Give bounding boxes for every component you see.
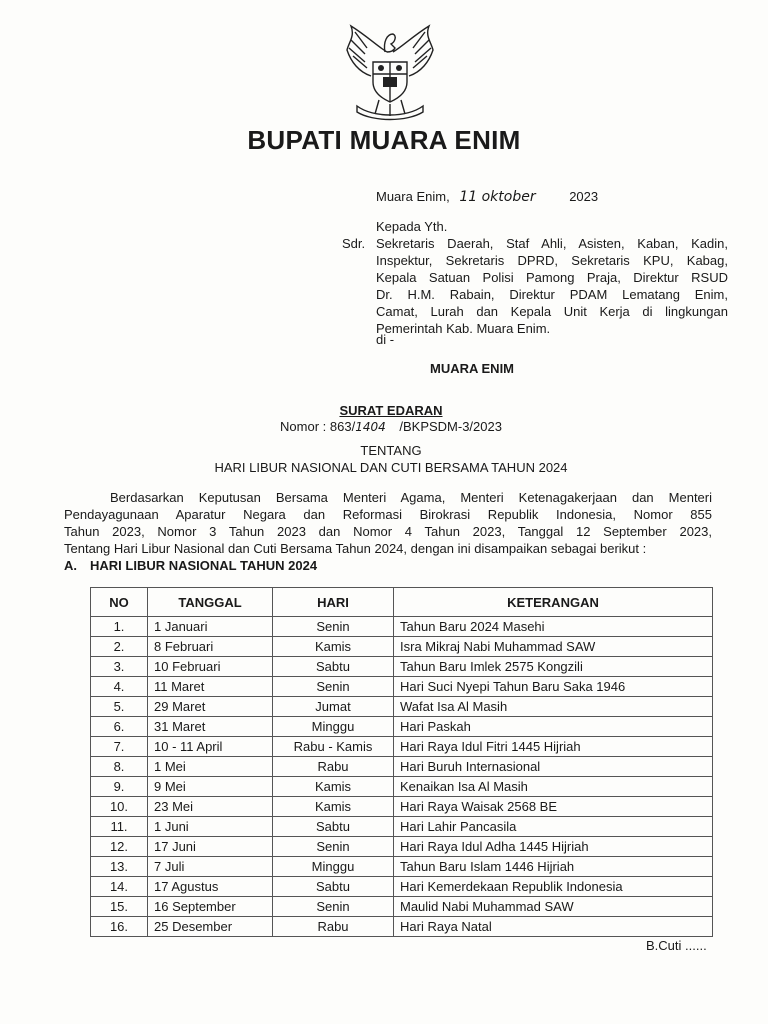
- cell-hari: Sabtu: [273, 877, 394, 897]
- sdr-label: Sdr.: [342, 236, 366, 251]
- paragraph-line: Tentang Hari Libur Nasional dan Cuti Bersama Tahun 2024, dengan ini disampaikan sebagai berikut :: [64, 541, 647, 556]
- paragraph-line: Pendayagunaan Aparatur Negara dan Reformasi Birokrasi Republik Indonesia, Nomor 855: [64, 507, 712, 522]
- cell-hari: Kamis: [273, 637, 394, 657]
- destination-city: MUARA ENIM: [430, 361, 515, 376]
- cell-no: 12.: [91, 837, 148, 857]
- cell-hari: Rabu: [273, 757, 394, 777]
- cell-tanggal: 11 Maret: [148, 677, 273, 697]
- cell-keterangan: Hari Kemerdekaan Republik Indonesia: [394, 877, 713, 897]
- cell-no: 3.: [91, 657, 148, 677]
- cell-no: 16.: [91, 917, 148, 937]
- table-row: [91, 837, 713, 857]
- table-row: [91, 797, 713, 817]
- cell-hari: Rabu - Kamis: [273, 737, 394, 757]
- recipient-line: Sekretaris Daerah, Staf Ahli, Asisten, Kaban, Kadin,: [376, 236, 728, 251]
- handwritten-date: 11 oktober: [459, 189, 536, 205]
- table-row: [91, 897, 713, 917]
- cell-no: 10.: [91, 797, 148, 817]
- cell-tanggal: 16 September: [148, 897, 273, 917]
- cell-keterangan: Maulid Nabi Muhammad SAW: [394, 897, 713, 917]
- cell-keterangan: Hari Suci Nyepi Tahun Baru Saka 1946: [394, 677, 713, 697]
- cell-no: 7.: [91, 737, 148, 757]
- cell-keterangan: Kenaikan Isa Al Masih: [394, 777, 713, 797]
- cell-keterangan: Wafat Isa Al Masih: [394, 697, 713, 717]
- garuda-emblem-icon: [337, 22, 443, 122]
- column-header-no: NO: [91, 588, 148, 617]
- cell-keterangan: Hari Raya Natal: [394, 917, 713, 937]
- cell-hari: Kamis: [273, 797, 394, 817]
- table-row: [91, 817, 713, 837]
- cell-hari: Sabtu: [273, 657, 394, 677]
- cell-hari: Senin: [273, 617, 394, 637]
- cell-tanggal: 9 Mei: [148, 777, 273, 797]
- paragraph-line: Berdasarkan Keputusan Bersama Menteri Agama, Menteri Ketenagakerjaan dan Menteri: [110, 490, 712, 505]
- circular-subject: HARI LIBUR NASIONAL DAN CUTI BERSAMA TAHUN 2024: [214, 460, 568, 475]
- cell-no: 4.: [91, 677, 148, 697]
- table-row: [91, 697, 713, 717]
- paragraph-line: Tahun 2023, Nomor 3 Tahun 2023 dan Nomor 4 Tahun 2023, Tanggal 12 September 2023,: [64, 524, 712, 539]
- cell-no: 8.: [91, 757, 148, 777]
- cell-tanggal: 31 Maret: [148, 717, 273, 737]
- nomor-prefix: Nomor : 863/: [280, 419, 356, 434]
- cell-keterangan: Tahun Baru Islam 1446 Hijriah: [394, 857, 713, 877]
- intro-paragraph: [64, 489, 712, 557]
- cell-no: 13.: [91, 857, 148, 877]
- cell-keterangan: Hari Buruh Internasional: [394, 757, 713, 777]
- table-row: [91, 717, 713, 737]
- cell-tanggal: 10 - 11 April: [148, 737, 273, 757]
- section-letter: A.: [64, 558, 77, 573]
- recipient-line: Pemerintah Kab. Muara Enim.: [376, 321, 551, 336]
- cell-keterangan: Hari Paskah: [394, 717, 713, 737]
- cell-hari: Sabtu: [273, 817, 394, 837]
- cell-hari: Minggu: [273, 717, 394, 737]
- cell-hari: Minggu: [273, 857, 394, 877]
- column-header-tanggal: TANGGAL: [148, 588, 273, 617]
- page-title: BUPATI MUARA ENIM: [247, 125, 521, 155]
- table-row: [91, 677, 713, 697]
- cell-keterangan: Hari Raya Idul Adha 1445 Hijriah: [394, 837, 713, 857]
- section-title: HARI LIBUR NASIONAL TAHUN 2024: [90, 558, 318, 573]
- cell-keterangan: Tahun Baru 2024 Masehi: [394, 617, 713, 637]
- circular-number: [0, 418, 768, 436]
- cell-no: 9.: [91, 777, 148, 797]
- table-row: [91, 737, 713, 757]
- cell-keterangan: Hari Raya Idul Fitri 1445 Hijriah: [394, 737, 713, 757]
- cell-tanggal: 29 Maret: [148, 697, 273, 717]
- cell-tanggal: 8 Februari: [148, 637, 273, 657]
- continuation-note: B.Cuti ......: [646, 938, 707, 953]
- table-row: [91, 657, 713, 677]
- column-header-hari: HARI: [273, 588, 394, 617]
- place-label: Muara Enim,: [376, 189, 450, 204]
- circular-heading: SURAT EDARAN: [339, 403, 443, 418]
- table-row: [91, 917, 713, 937]
- handwritten-number: 1404: [355, 420, 386, 434]
- cell-no: 1.: [91, 617, 148, 637]
- section-a-heading: [64, 557, 317, 574]
- table-row: [91, 777, 713, 797]
- cell-keterangan: Hari Lahir Pancasila: [394, 817, 713, 837]
- cell-tanggal: 1 Januari: [148, 617, 273, 637]
- cell-no: 15.: [91, 897, 148, 917]
- di-label: di -: [376, 332, 395, 347]
- nomor-suffix: /BKPSDM-3/2023: [399, 419, 502, 434]
- cell-hari: Jumat: [273, 697, 394, 717]
- cell-no: 6.: [91, 717, 148, 737]
- table-row: [91, 877, 713, 897]
- recipient-list: [376, 235, 728, 337]
- cell-tanggal: 25 Desember: [148, 917, 273, 937]
- cell-hari: Senin: [273, 837, 394, 857]
- table-row: [91, 637, 713, 657]
- cell-keterangan: Hari Raya Waisak 2568 BE: [394, 797, 713, 817]
- year-label: 2023: [569, 189, 599, 204]
- kepada-label: Kepada Yth.: [376, 219, 448, 234]
- tentang-label: TENTANG: [360, 443, 422, 458]
- cell-keterangan: Tahun Baru Imlek 2575 Kongzili: [394, 657, 713, 677]
- cell-hari: Senin: [273, 897, 394, 917]
- holiday-table: [90, 587, 713, 937]
- cell-hari: Rabu: [273, 917, 394, 937]
- cell-keterangan: Isra Mikraj Nabi Muhammad SAW: [394, 637, 713, 657]
- cell-no: 11.: [91, 817, 148, 837]
- cell-no: 14.: [91, 877, 148, 897]
- recipient-line: Dr. H.M. Rabain, Direktur PDAM Lematang Enim,: [376, 287, 728, 302]
- table-row: [91, 757, 713, 777]
- table-row: [91, 857, 713, 877]
- cell-tanggal: 17 Juni: [148, 837, 273, 857]
- table-row: [91, 617, 713, 637]
- recipient-line: Kepala Satuan Polisi Pamong Praja, Direktur RSUD: [376, 270, 728, 285]
- cell-no: 2.: [91, 637, 148, 657]
- cell-hari: Senin: [273, 677, 394, 697]
- cell-hari: Kamis: [273, 777, 394, 797]
- recipient-line: Camat, Lurah dan Kepala Unit Kerja di lingkungan: [376, 304, 728, 319]
- recipient-line: Inspektur, Sekretaris DPRD, Sekretaris KPU, Kabag,: [376, 253, 728, 268]
- letter-date: [376, 188, 598, 206]
- cell-no: 5.: [91, 697, 148, 717]
- cell-tanggal: 17 Agustus: [148, 877, 273, 897]
- cell-tanggal: 1 Mei: [148, 757, 273, 777]
- cell-tanggal: 1 Juni: [148, 817, 273, 837]
- cell-tanggal: 7 Juli: [148, 857, 273, 877]
- cell-tanggal: 23 Mei: [148, 797, 273, 817]
- column-header-keterangan: KETERANGAN: [394, 588, 713, 617]
- cell-tanggal: 10 Februari: [148, 657, 273, 677]
- table-header-row: [91, 588, 713, 617]
